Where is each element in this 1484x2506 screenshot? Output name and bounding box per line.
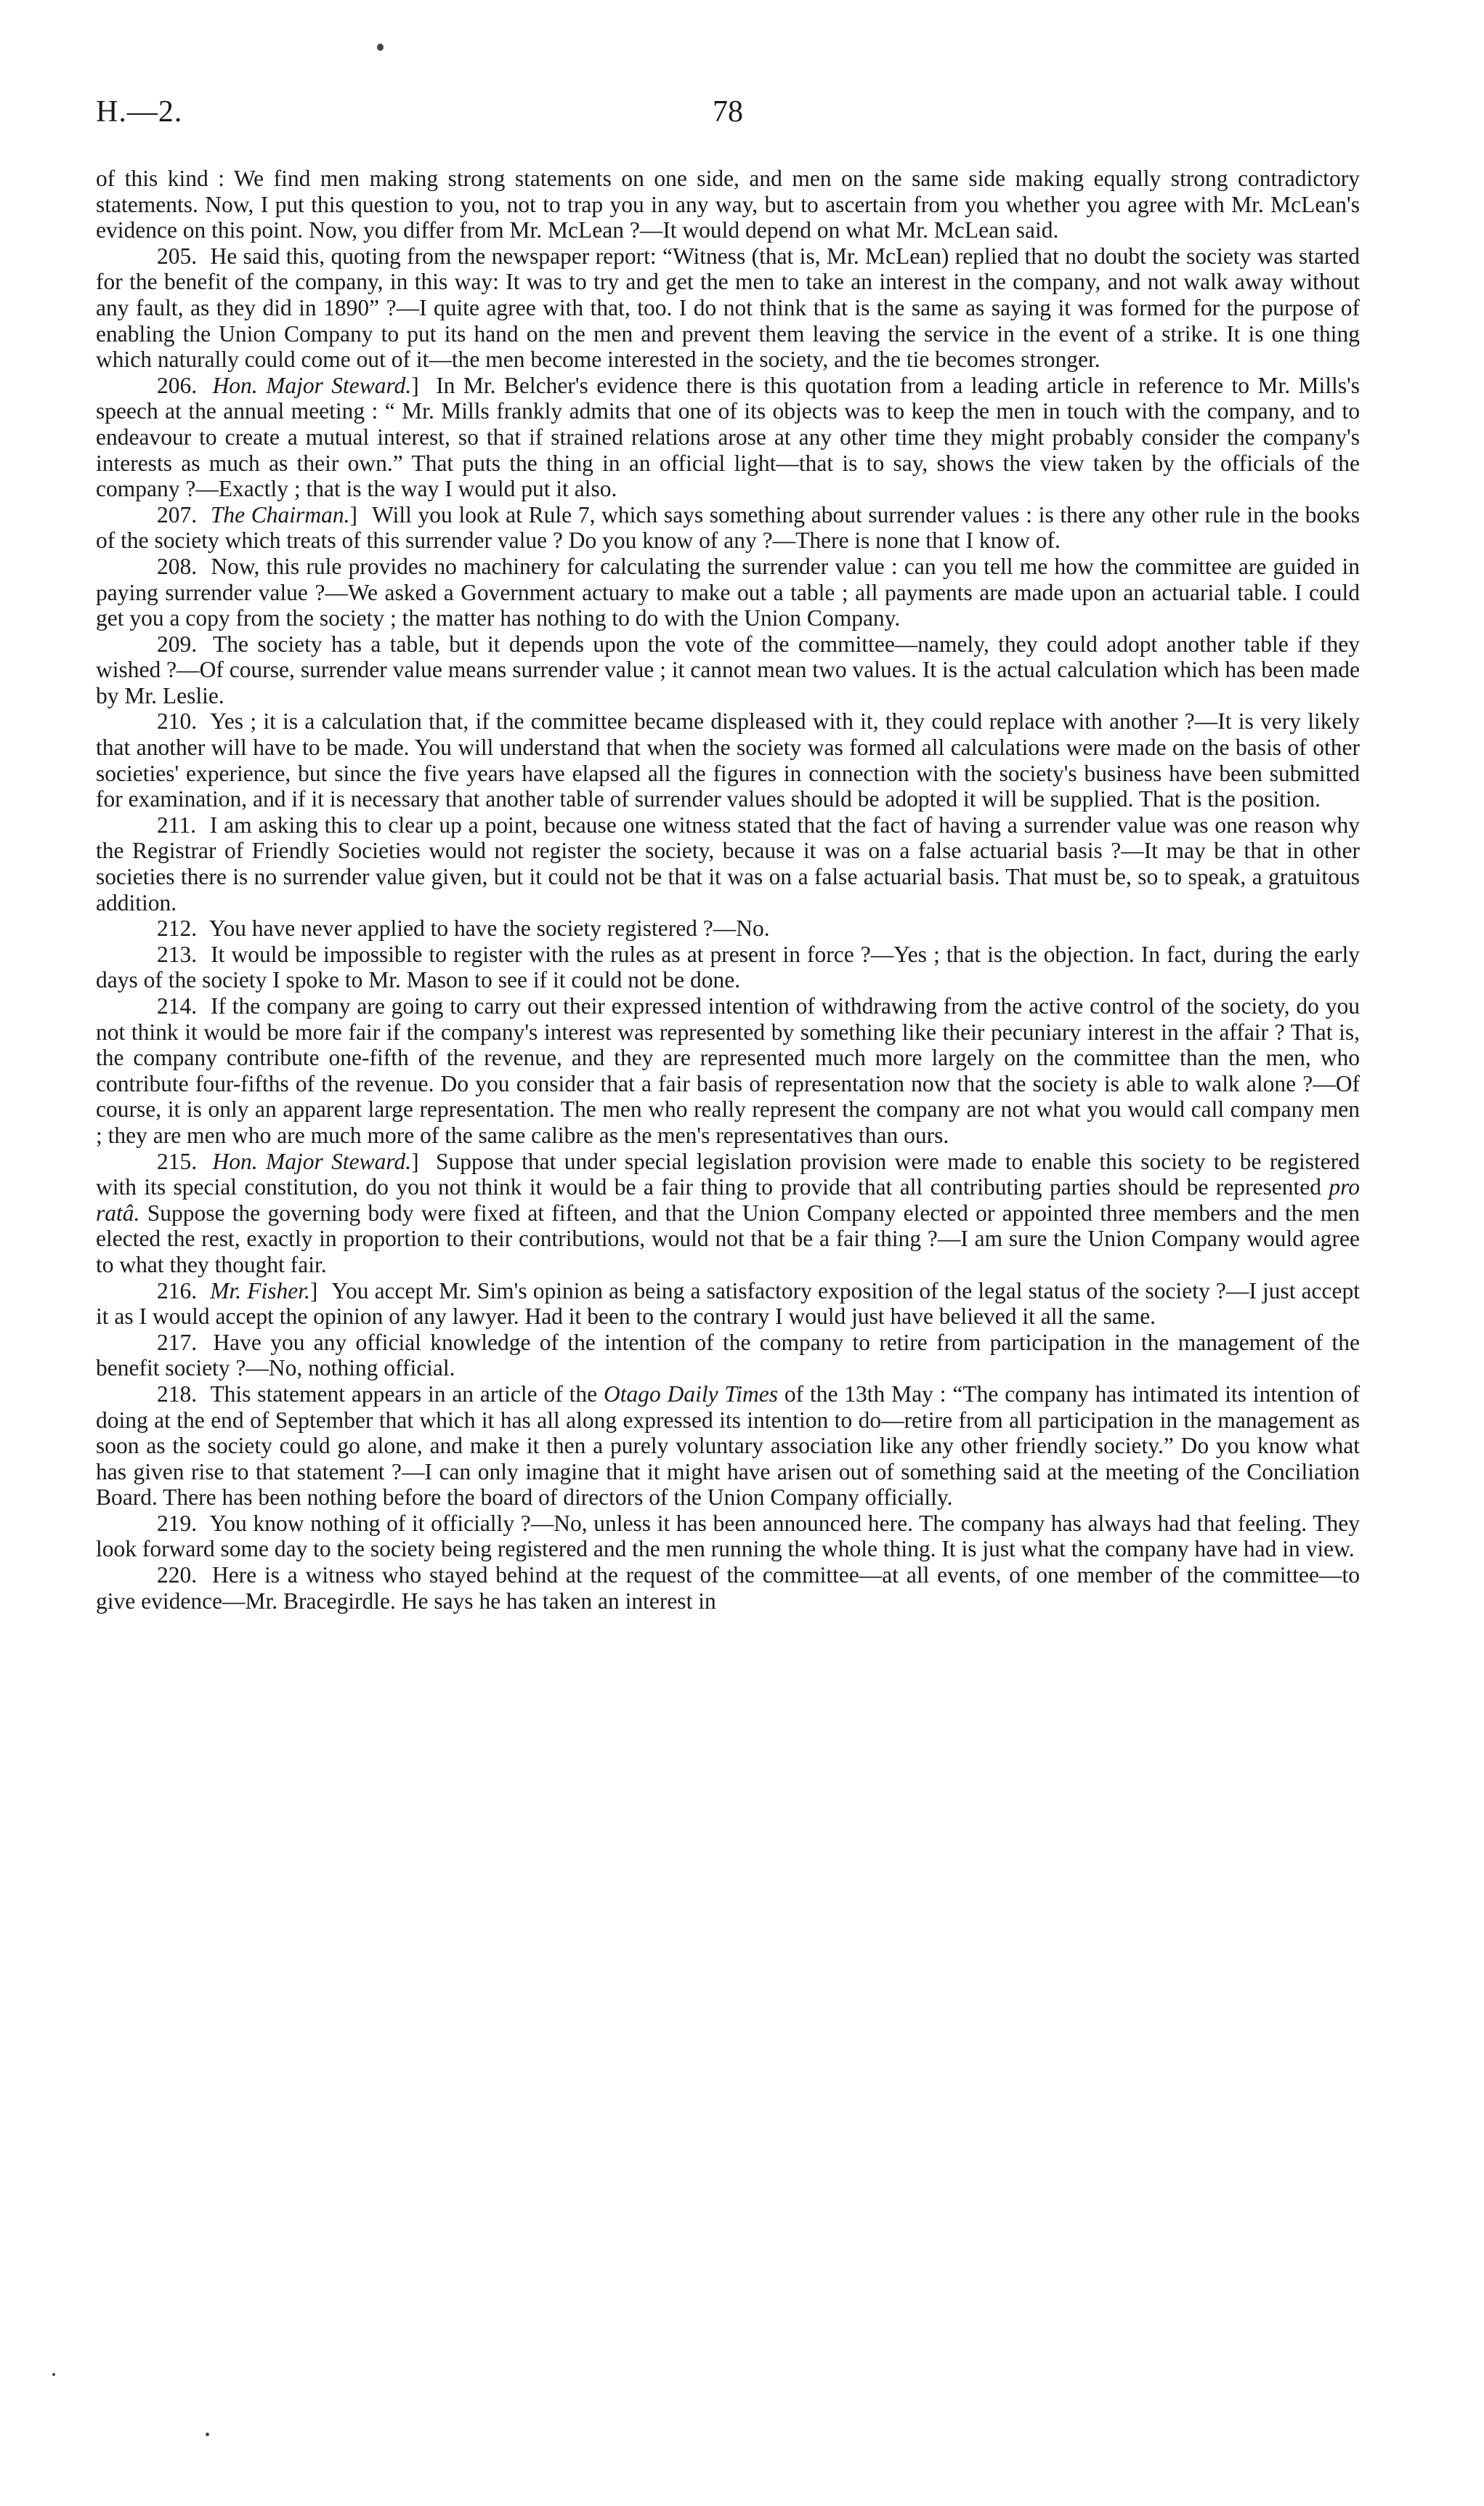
paragraph	[96, 942, 1360, 993]
paragraph-text: Here is a witness who stayed behind at the request of the committee—at all events, of one member of the committee—to give evidence—Mr. Bracegirdle. He says he has taken an interest in	[96, 1562, 1361, 1614]
question-number: 214.	[157, 993, 198, 1019]
paragraph	[96, 631, 1360, 709]
paragraph-text: In Mr. Belcher's evidence there is this quotation from a leading article in reference to Mr. Mills's speech at the annual meeting : “ Mr. Mills frankly admits that one of its objects was to keep the men in touch with the company, and to endeavour to create a mutual interest, so that if strained relations arose at any other time they might probably consider the company's interests as much as their own.” That puts the thing in an official light—that is to say, shows the view taken by the officials of the company ?—Exactly ; that is the way I would put it also.	[96, 372, 1361, 502]
paragraph-text: Will you look at Rule 7, which says something about surrender values : is there any other rule in the books of the society which treats of this surrender value ? Do you know of any ?—There is none that I know of.	[96, 501, 1361, 554]
document-reference: H.—2.	[96, 95, 183, 129]
speaker-name: The Chairman.	[210, 501, 350, 528]
paragraph-text: It would be impossible to register with the rules as at present in force ?—Yes ; that is the objection. In fact, during the early days of the society I spoke to Mr. Mason to see if it could not be done.	[96, 941, 1360, 993]
question-number: 216.	[157, 1277, 198, 1303]
question-number: 219.	[157, 1510, 198, 1536]
paragraph-text: I am asking this to clear up a point, because one witness stated that the fact of having a surrender value was one reason why the Registrar of Friendly Societies would not register the society, because it was on a false actuarial basis ?—It may be that in other societies there is no surrender value given, but it could not be that it was on a false actuarial basis. That must be, so to speak, a gratuitous addition.	[96, 812, 1360, 916]
print-speck	[206, 2433, 209, 2436]
speaker-name: Hon. Major Steward.	[212, 372, 412, 398]
paragraph: 216. Mr. Fisher.] You accept Mr. Sim's opinion as being a satisfactory exposition of the legal status of the society ?—I just accept it as I would accept the opinion of any lawyer. Had it been to the contrary I would just have believed it all the same.	[96, 1277, 1361, 1330]
paragraph-text: He said this, quoting from the newspaper report: “Witness (that is, Mr. McLean) replied that no doubt the society was started for the benefit of the company, in this way: It was to try and get the men to take an interest in the company, and not walk away without any fault, as they did in 1890” ?—I quite agree with that, too. I do not think that is the same as saying it was formed for the purpose of enabling the Union Company to put its hand on the men and prevent them leaving the service in the event of a strike. It is one thing which naturally could come out of it—the men become interested in the society, and the tie becomes stronger.	[96, 243, 1361, 373]
newspaper-title: Otago Daily Times	[603, 1381, 778, 1407]
question-number: 210.	[157, 708, 198, 735]
paragraph	[96, 166, 1360, 243]
print-speck	[52, 2373, 55, 2376]
page-header	[96, 87, 1360, 153]
paragraph	[96, 243, 1360, 373]
paragraph-text: of this kind : We find men making strong statements on one side, and men on the same side making equally strong contradictory statements. Now, I put this question to you, not to trap you in any way, but to ascertain from you whether you agree with Mr. McLean's evidence on this point. Now, you differ from Mr. McLean ?—It would depend on what Mr. McLean said.	[96, 166, 1360, 243]
paragraph-text: of the 13th May : “The company has intimated its intention of doing at the end of September that which it has all along expressed its intention to do—retire from all participation in the management as soon as the society could go alone, and make it then a purely voluntary association like any other friendly society.” Do you know what has given rise to that statement ?—I can only imagine that it might have arisen out of something said at the meeting of the Conciliation Board. There has been nothing before the board of directors of the Union Company officially.	[96, 1381, 1361, 1511]
paragraph-text: You have never applied to have the society registered ?—No.	[208, 916, 770, 942]
paragraph	[96, 708, 1360, 812]
paragraph: 215. Hon. Major Steward.] Suppose that under special legislation provision were made to enable this society to be registered with its special constitution, do you not think it would be a fair thing to provide that all contributing parties should be represented pro ratâ. Suppose the governing body were fixed at fifteen, and that the Union Company elected or appointed three members and the men elected the rest, exactly in proportion to their contributions, would not that be a fair thing ?—I am sure the Union Company would agree to what they thought fair.	[96, 1148, 1361, 1277]
paragraph-text: The society has a table, but it depends upon the vote of the committee—namely, they could adopt another table if they wished ?—Of course, surrender value means surrender value ; it cannot mean two values. It is the actual calculation which has been made by Mr. Leslie.	[96, 631, 1361, 708]
question-number: 205.	[157, 243, 198, 269]
print-speck	[377, 44, 384, 51]
question-number: 213.	[157, 941, 198, 967]
paragraph-text: You know nothing of it officially ?—No, unless it has been announced here. The company has always had that feeling. They look forward some day to the society being registered and the men running the whole thing. It is just what the company have had in view.	[96, 1510, 1360, 1562]
paragraph-text: If the company are going to carry out their expressed intention of withdrawing from the active control of the society, do you not think it would be more fair if the company's interest was represented by something like their pecuniary interest in the affair ? That is, the company contribute one-fifth of the revenue, and they are represented much more largely on the committee than the men, who contribute four-fifths of the revenue. Do you consider that a fair basis of representation now that the society is able to walk alone ?—Of course, it is only an apparent large representation. The men who really represent the company are not what you would call company men ; they are men who are much more of the same calibre as the men's representatives than ours.	[96, 993, 1361, 1148]
paragraph	[96, 1511, 1360, 1562]
paragraph	[96, 812, 1360, 916]
paragraph	[96, 554, 1360, 631]
paragraph	[96, 1562, 1360, 1614]
question-number: 212.	[157, 916, 198, 942]
question-number: 211.	[157, 812, 196, 838]
document-page	[96, 87, 1360, 1614]
paragraph-text: Now, this rule provides no machinery for calculating the surrender value : can you tell me how the committee are guided in paying surrender value ?—We asked a Government actuary to make out a table ; all payments are made upon an actuarial table. I could get you a copy from the society ; the matter has nothing to do with the Union Company.	[96, 553, 1360, 631]
question-number: 215.	[157, 1148, 198, 1174]
paragraph	[96, 993, 1360, 1149]
paragraph-text: Yes ; it is a calculation that, if the committee became displeased with it, they could replace with another ?—It is very likely that another will have to be made. You will understand that when the society was formed all calculations were made on the basis of other societies' experience, but since the five years have elapsed all the figures in connection with the society's business have been submitted for examination, and if it is necessary that another table of surrender values should be adopted it will be supplied. That is the position.	[96, 708, 1360, 812]
paragraph-text: Suppose that under special legislation provision were made to enable this society to be registered with its special constitution, do you not think it would be a fair thing to provide that all contributing parties should be represented	[96, 1148, 1361, 1200]
paragraph-text: Have you any official knowledge of the intention of the company to retire from participation in the management of the benefit society ?—No, nothing official.	[96, 1329, 1361, 1381]
question-number: 207.	[157, 501, 198, 528]
paragraph: 206. Hon. Major Steward.] In Mr. Belcher's evidence there is this quotation from a leading article in reference to Mr. Mills's speech at the annual meeting : “ Mr. Mills frankly admits that one of its objects was to keep the men in touch with the company, and to endeavour to create a mutual interest, so that if strained relations arose at any other time they might probably consider the company's interests as much as their own.” That puts the thing in an official light—that is to say, shows the view taken by the officials of the company ?—Exactly ; that is the way I would put it also.	[96, 372, 1361, 502]
question-number: 220.	[157, 1562, 198, 1588]
speaker-name: Hon. Major Steward.	[212, 1148, 412, 1174]
paragraph-text: You accept Mr. Sim's opinion as being a satisfactory exposition of the legal status of the society ?—I just accept it as I would accept the opinion of any lawyer. Had it been to the contrary I would just have believed it all the same.	[96, 1277, 1361, 1330]
paragraph-text: Suppose the governing body were fixed at fifteen, and that the Union Company elected or appointed three members and the men elected the rest, exactly in proportion to their contributions, would not that be a fair thing ?—I am sure the Union Company would agree to what they thought fair.	[96, 1200, 1360, 1277]
question-number: 209.	[157, 631, 198, 657]
question-number: 206.	[157, 372, 198, 398]
body-text	[96, 166, 1360, 1614]
paragraph	[96, 1381, 1360, 1511]
question-number: 218.	[157, 1381, 198, 1407]
paragraph	[96, 916, 1360, 942]
paragraph	[96, 1330, 1360, 1381]
italic-phrase: pro ratâ.	[96, 1174, 1361, 1226]
paragraph: 207. The Chairman.] Will you look at Rule 7, which says something about surrender values : is there any other rule in the books of the society which treats of this surrender value ? Do you know of any ?—There is none that I know of.	[96, 501, 1361, 554]
paragraph-text: This statement appears in an article of the	[210, 1381, 598, 1407]
speaker-name: Mr. Fisher.	[210, 1277, 310, 1303]
question-number: 217.	[157, 1329, 198, 1355]
page-number: 78	[713, 95, 743, 129]
question-number: 208.	[157, 553, 198, 579]
